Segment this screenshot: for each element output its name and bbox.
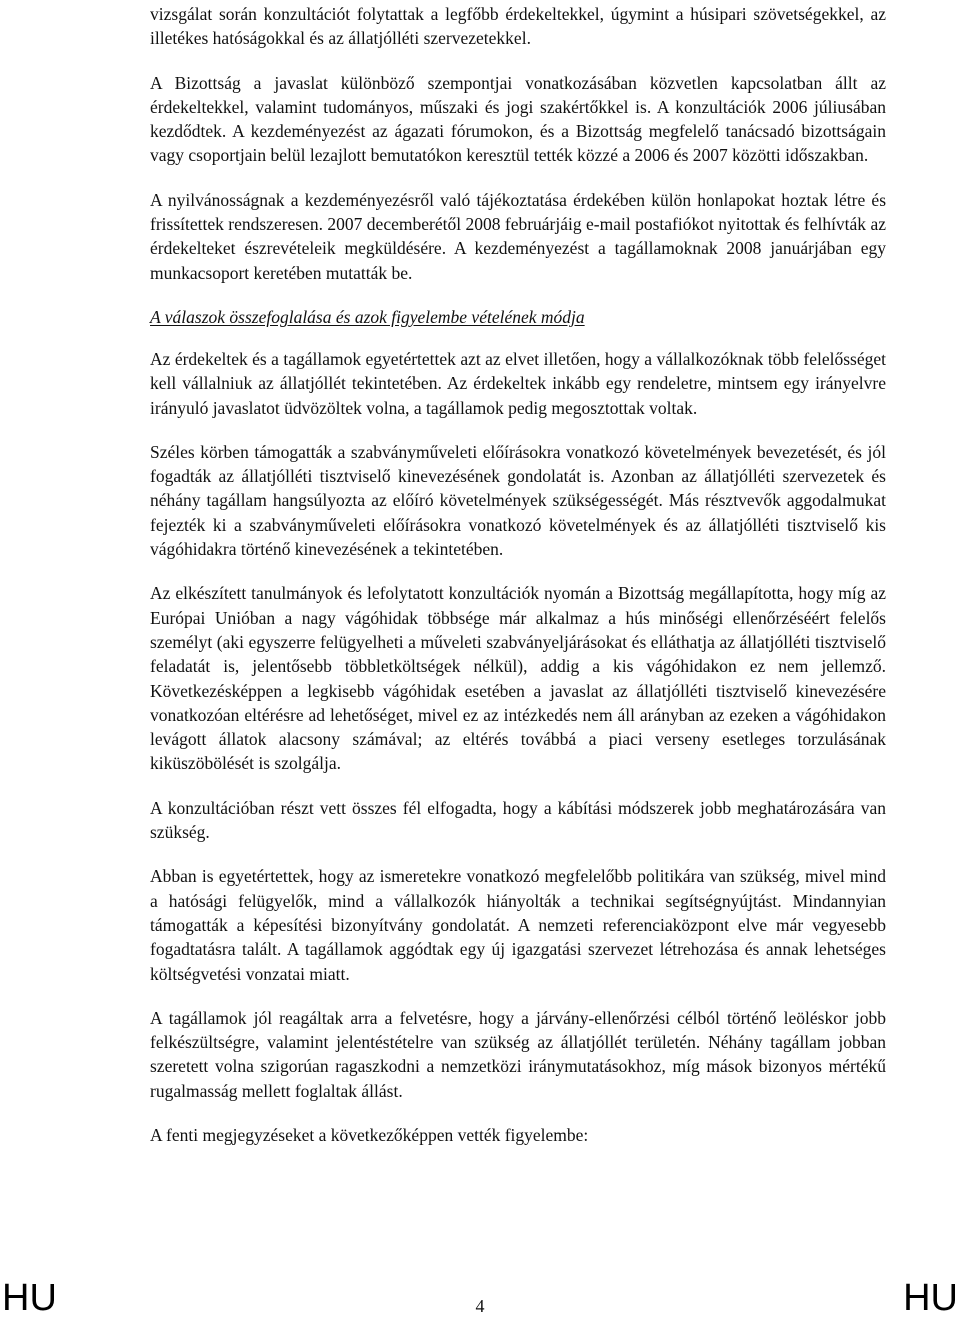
paragraph-stakeholder-agreement: Az érdekeltek és a tagállamok egyetértettek azt az elvet illetően, hogy a vállalkozóknak több felelősséget kell vállalniuk az állatjóllét tekintetében. Az érdekeltek inkább egy rendeletre, mintsem egy irányelvre irányuló javaslatot üdvözöltek volna, a tagállamok pedig megosztottak voltak. <box>150 348 886 418</box>
paragraph-standard-procedures: Széles körben támogatták a szabványműveleti előírásokra vonatkozó követelmények bevezetését, és jól fogadták az állatjólléti tisztviselő kinevezésének gondolatát is. Azonban az állatjólléti szervezetek és néhány tagállam hangsúlyozta az előíró követelmények szükségességét. Más résztvevők aggodalmukat fejezték ki a szabványműveleti előírásokra vonatkozó követelmények és az állatjólléti tisztviselő kis vágóhidakra történő kinevezésének a tekintetében. <box>150 441 886 560</box>
paragraph-consultation-intro: vizsgálat során konzultációt folytattak a legfőbb érdekeltekkel, úgymint a húsipari szövetségekkel, az illetékes hatóságokkal és az állatjólléti szervezetekkel. <box>150 4 886 49</box>
paragraph-public-information: A nyilvánosságnak a kezdeményezésről való tájékoztatása érdekében külön honlapokat hoztak létre és frissítettek rendszeresen. 2007 decemberétől 2008 februárjáig e-mail postafiókot nyitottak és felhívták az érdekelteket észrevételeik megküldésére. A kezdeményezést a tagállamoknak 2008 januárjában egy munkacsoport keretében mutatták be. <box>150 189 886 283</box>
page-number: 4 <box>475 1296 485 1316</box>
paragraph-expert-contacts: A Bizottság a javaslat különböző szempontjai vonatkozásában közvetlen kapcsolatban állt az érdekeltekkel, valamint tudományos, műszaki és jogi szakértőkkel is. A konzultációk 2006 júliusában kezdődtek. A kezdeményezést az ágazati fórumokon, és a Bizottság megfelelő tanácsadó bizottságain vagy csoportjain belül lezajlott bemutatókon keresztül tették közzé a 2006 és 2007 közötti időszakban. <box>150 72 886 166</box>
language-code-right: HU <box>903 1277 958 1319</box>
paragraph-knowledge-policy: Abban is egyetértettek, hogy az ismeretekre vonatkozó megfelelőbb politikára van szükség, mivel mind a hatósági felügyelők, mind a vállalkozók hiányolták a technikai segítségnyújtást. Mindannyian támogatták a képesítési bizonyítvány gondolatát. A nemzeti referenciaközpont elve már vegyesebb fogadtatásra talált. A tagállamok aggódtak egy új igazgatási szervezet létrehozása és annak lehetséges költségvetési vonzatai miatt. <box>150 866 886 984</box>
language-code-left: HU <box>2 1277 57 1319</box>
paragraph-commission-findings: Az elkészített tanulmányok és lefolytatott konzultációk nyomán a Bizottság megállapította, hogy míg az Európai Unióban a nagy vágóhidak többsége már alkalmaz a hús minőségi ellenőrzéséért felelős személyt (aki egyszerre felügyelheti a műveleti szabványeljárásokat és elláthatja az állatjólléti tisztviselő feladatát is, jelentősebb többletköltségek nélkül), addig a kis vágóhidakon ez nem jellemző. Következésképpen a legkisebb vágóhidak esetében a javaslat az állatjólléti tisztviselő kinevezésére vonatkozóan eltérésre ad lehetőséget, mivel ez az intézkedés nem áll arányban az ezeken a vágóhidakon levágott állatok alacsony számával; az eltérés továbbá a piaci verseny esetleges torzulásának kiküszöbölését is szolgálja. <box>150 583 886 774</box>
section-heading: A válaszok összefoglalása és azok figyelembe vételének módja <box>150 306 585 327</box>
page-footer <box>0 1278 960 1320</box>
paragraph-stunning-methods: A konzultációban részt vett összes fél elfogadta, hogy a kábítási módszerek jobb meghatározására van szükség. <box>150 797 886 843</box>
paragraph-conclusion-intro: A fenti megjegyzéseket a következőképpen vették figyelembe: <box>150 1124 589 1145</box>
document-body <box>150 0 886 1167</box>
paragraph-disease-control: A tagállamok jól reagáltak arra a felvetésre, hogy a járvány-ellenőrzési célból történő leöléskor jobb felkészültségre, valamint jelentéstételre van szükség az állatjóllét területén. Néhány tagállam jobban szeretett volna szigorúan ragaszkodni a nemzetközi iránymutatásokhoz, míg mások bizonyos mértékű rugalmasság mellett foglaltak állást. <box>150 1007 886 1101</box>
